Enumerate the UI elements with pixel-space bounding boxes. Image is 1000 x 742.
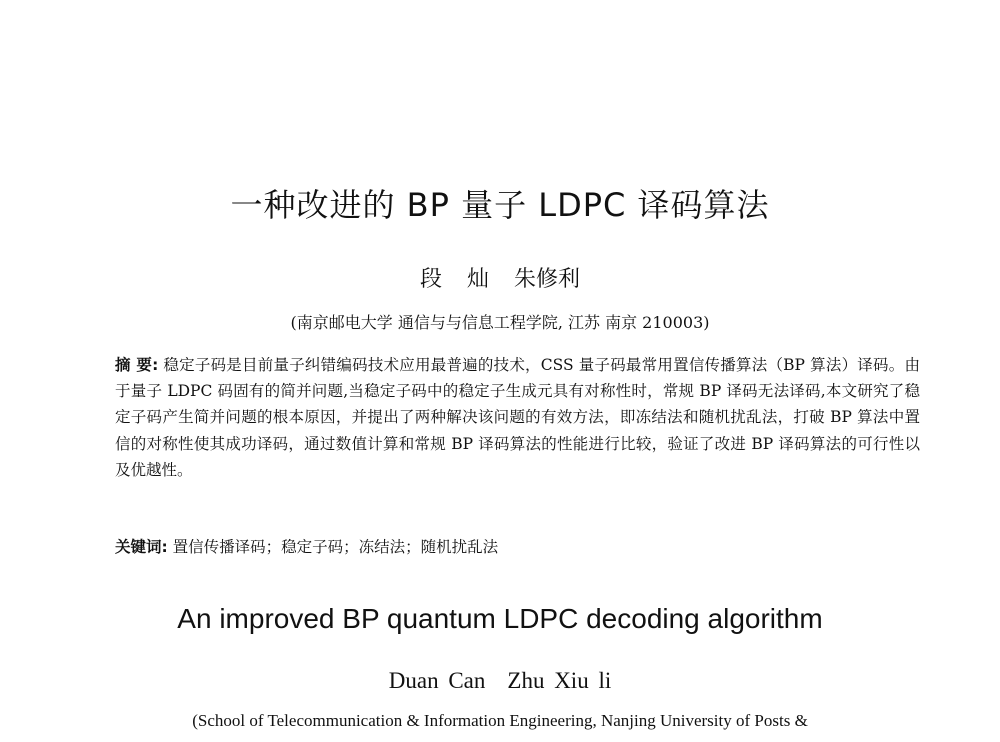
keywords-label: 关键词: [115, 538, 168, 556]
chinese-affiliation: (南京邮电大学 通信与与信息工程学院, 江苏 南京 210003) [290, 313, 710, 332]
english-authors [0, 668, 1000, 694]
english-title: An improved BP quantum LDPC decoding algorithm [177, 603, 823, 634]
abstract-paragraph [115, 352, 920, 483]
english-author-1: Duan Can [388, 668, 486, 693]
chinese-title: 一种改进的 BP 量子 LDPC 译码算法 [230, 186, 770, 224]
abstract-text: 稳定子码是目前量子纠错编码技术应用最普遍的技术，CSS 量子码最常用置信传播算法（BP 算法）译码。由于量子 LDPC 码固有的简并问题,当稳定子码中的稳定子生成元具有对称性时，常规 BP 译码无法译码,本文研究了稳定子码产生简并问题的根本原因，并提出了两种解决该问题的有效方法，即冻结法和随机扰乱法，打破 BP 算法中置信的对称性使其成功译码，通过数值计算和常规 BP 译码算法的性能进行比较，验证了改进 BP 译码算法的可行性以及优越性。 [115, 356, 920, 479]
abstract-label: 摘 要: [115, 356, 159, 374]
chinese-authors: 段 灿 朱修利 [420, 267, 580, 292]
keywords-line [115, 535, 920, 557]
english-author-2: Zhu Xiu li [507, 668, 612, 693]
keywords-text: 置信传播译码；稳定子码；冻结法；随机扰乱法 [167, 538, 499, 556]
english-affiliation: (School of Telecommunication & Information Engineering, Nanjing University of Posts & [192, 711, 808, 730]
